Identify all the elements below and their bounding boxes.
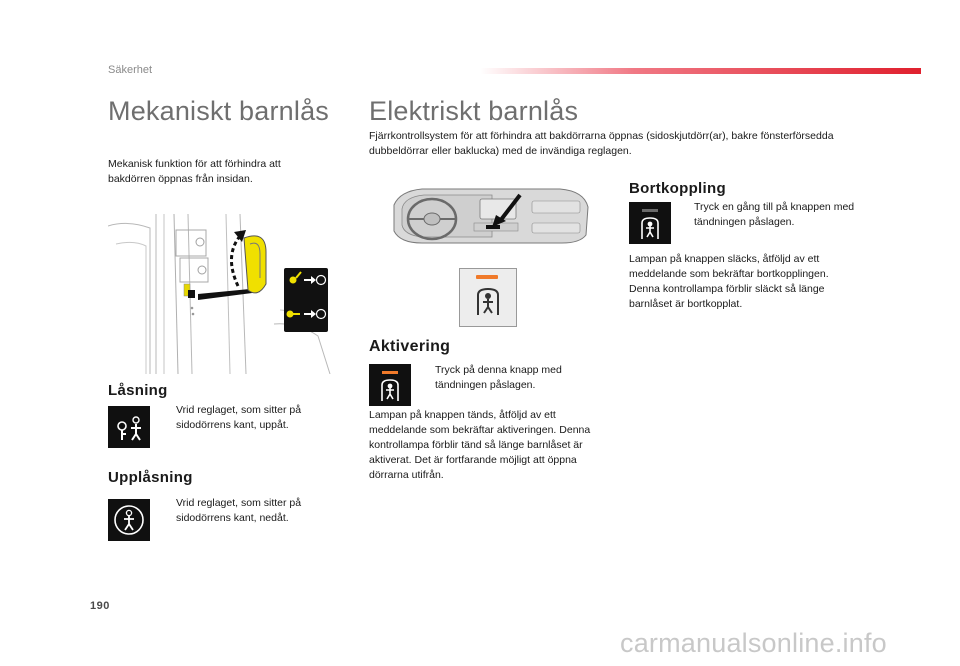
header-accent-bar	[480, 68, 921, 74]
child-lock-unlocked-icon	[108, 499, 150, 541]
child-lock-button-illustration	[459, 268, 517, 327]
child-lock-locked-icon	[108, 406, 150, 448]
child-seat-icon	[474, 287, 502, 317]
electric-title: Elektriskt barnlås	[369, 96, 579, 126]
dashboard-illustration	[392, 185, 590, 247]
page-number: 190	[90, 600, 110, 612]
locking-text: Vrid reglaget, som sitter på sidodörrens kant, uppåt.	[176, 404, 302, 431]
section-label: Säkerhet	[108, 64, 153, 76]
deactivation-text: Tryck en gång till på knappen med tändningen påslagen.	[694, 201, 855, 228]
mechanical-intro: Mekanisk funktion för att förhindra att bakdörren öppnas från insidan.	[108, 158, 281, 185]
electric-intro: Fjärrkontrollsystem för att förhindra att bakdörrarna öppnas (sidoskjutdörr(ar), bakre fönsterförsedda dubbeldörrar eller baklucka) med de invändiga reglagen.	[369, 130, 834, 157]
deactivation-paragraph: Lampan på knappen släcks, åtföljd av ett meddelande som bekräftar bortkopplingen. Denna kontrollampa förblir släckt så länge barnlåset är bortkopplat.	[629, 253, 829, 310]
lamp-indicator	[476, 275, 498, 279]
child-lock-button-on-icon	[369, 364, 411, 406]
mechanical-title: Mekaniskt barnlås	[108, 96, 329, 126]
lamp-on-indicator	[382, 371, 398, 374]
activation-text: Tryck på denna knapp med tändningen påslagen.	[435, 364, 562, 391]
activation-title: Aktivering	[369, 338, 451, 355]
child-lock-button-off-icon	[629, 202, 671, 244]
watermark: carmanualsonline.info	[620, 628, 887, 658]
unlocking-text: Vrid reglaget, som sitter på sidodörrens kant, nedåt.	[176, 497, 302, 524]
locking-title: Låsning	[108, 382, 168, 399]
activation-paragraph: Lampan på knappen tänds, åtföljd av ett meddelande som bekräftar aktiveringen. Denna kontrollampa förblir tänd så länge barnlåset är aktiverat. Det är fortfarande möjligt att öppna dörrarna utifrån.	[369, 409, 591, 481]
door-lock-illustration	[108, 214, 334, 374]
deactivation-title: Bortkoppling	[629, 180, 726, 197]
unlocking-title: Upplåsning	[108, 469, 193, 486]
lamp-off-indicator	[642, 209, 658, 212]
